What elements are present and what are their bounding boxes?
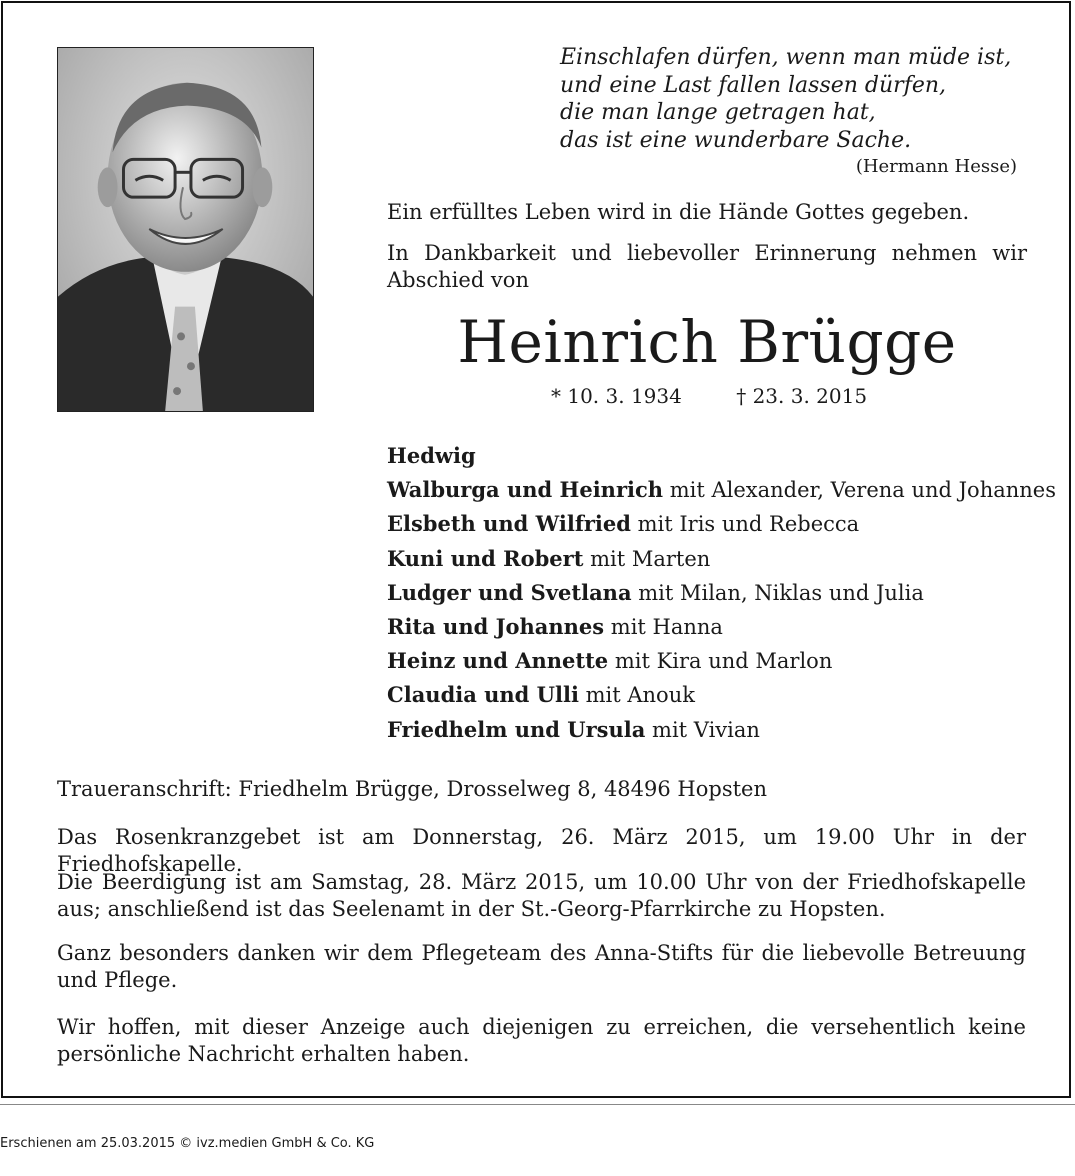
publication-credit: Erschienen am 25.03.2015 © ivz.medien GmbH & Co. KG <box>0 1136 375 1151</box>
rosary-notice: Das Rosenkranzgebet ist am Donnerstag, 26. März 2015, um 19.00 Uhr in der Friedhofskapelle. <box>57 825 1026 876</box>
mourning-address: Traueranschrift: Friedhelm Brügge, Drosselweg 8, 48496 Hopsten <box>57 777 767 801</box>
poem-line: die man lange getragen hat, <box>560 100 876 125</box>
mourner-names: Rita und Johannes <box>387 613 605 639</box>
portrait-photo <box>57 47 314 412</box>
mourner-names: Ludger und Svetlana <box>387 579 632 605</box>
mourner-names: Friedhelm und Ursula <box>387 716 646 742</box>
poem-line: das ist eine wunderbare Sache. <box>560 127 912 153</box>
mourner-with: mit Iris und Rebecca <box>630 512 860 537</box>
thanks-notice: Ganz besonders danken wir dem Pflegeteam des Anna-Stifts für die liebevolle Betreuung und Pflege. <box>57 941 1026 992</box>
intro-line: Ein erfülltes Leben wird in die Hände Gottes gegeben. <box>387 200 970 224</box>
mourner-with: mit Kira und Marlon <box>608 649 833 674</box>
obituary-frame <box>1 1 1071 1098</box>
mourner-with: mit Anouk <box>578 683 695 708</box>
mourner-row <box>387 580 1056 614</box>
mourner-row <box>387 717 1056 751</box>
mourner-row <box>387 546 1056 580</box>
birth-date: * 10. 3. 1934 <box>551 384 682 408</box>
mourner-with: mit Alexander, Verena und Johannes <box>663 478 1056 503</box>
mourner-names: Kuni und Robert <box>387 545 584 571</box>
mourner-row <box>387 477 1056 511</box>
closing-notice: Wir hoffen, mit dieser Anzeige auch diejenigen zu erreichen, die versehentlich keine persönliche Nachricht erhalten haben. <box>57 1015 1026 1066</box>
mourner-row <box>387 443 1056 477</box>
mourner-row <box>387 648 1056 682</box>
mourner-with: mit Marten <box>583 546 711 571</box>
mourners-list <box>387 443 1056 751</box>
poem <box>560 44 1011 154</box>
intro-farewell: In Dankbarkeit und liebevoller Erinnerung nehmen wir Abschied von <box>387 241 1027 292</box>
footer-divider <box>0 1104 1075 1105</box>
poem-author: (Hermann Hesse) <box>855 156 1017 177</box>
mourner-row <box>387 511 1056 545</box>
mourner-names: Walburga und Heinrich <box>387 477 664 503</box>
life-dates <box>551 384 867 408</box>
poem-line: Einschlafen dürfen, wenn man müde ist, <box>560 45 1012 70</box>
death-date: † 23. 3. 2015 <box>736 384 868 408</box>
funeral-notice: Die Beerdigung ist am Samstag, 28. März 2015, um 10.00 Uhr von der Friedhofskapelle aus; anschließend ist das Seelenamt in der St.-Georg-Pfarrkirche zu Hopsten. <box>57 870 1026 921</box>
mourner-row <box>387 682 1056 716</box>
mourner-with: mit Milan, Niklas und Julia <box>631 580 924 605</box>
mourner-with: mit Vivian <box>645 717 760 742</box>
mourner-row <box>387 614 1056 648</box>
deceased-name: Heinrich Brügge <box>457 308 957 376</box>
mourner-names: Elsbeth und Wilfried <box>387 511 631 537</box>
poem-line: und eine Last fallen lassen dürfen, <box>560 72 947 98</box>
mourner-names: Heinz und Annette <box>387 648 609 674</box>
mourner-with: mit Hanna <box>604 614 723 639</box>
mourner-names: Claudia und Ulli <box>387 682 579 708</box>
mourner-names: Hedwig <box>387 443 476 468</box>
